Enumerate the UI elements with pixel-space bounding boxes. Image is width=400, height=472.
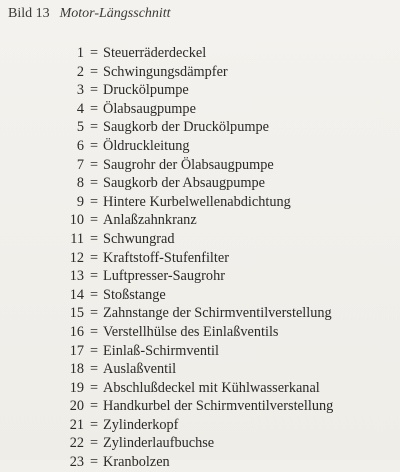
legend-item-separator: = [89,119,99,136]
legend-item-separator: = [89,454,99,471]
legend-item-label: Öldruckleitung [103,137,190,154]
legend-item-number: 13 [69,268,84,285]
legend-item-label: Saugkorb der Druckölpumpe [103,119,269,136]
legend-item [58,118,398,137]
legend-item-separator: = [89,212,99,229]
legend-item-label: Kranbolzen [103,454,170,471]
figure-title: Motor-Längsschnitt [59,6,171,21]
legend-item [58,230,398,249]
legend-item-separator: = [89,323,99,340]
legend-item-separator: = [89,416,99,433]
legend-item-number: 23 [69,454,84,471]
figure-caption [8,6,171,22]
legend-item-separator: = [89,249,99,266]
legend-item-number: 18 [69,361,84,378]
legend-item-separator: = [89,45,99,61]
legend-item [58,193,398,212]
legend-item [58,174,398,193]
legend-item [58,137,398,156]
legend-item-label: Zahnstange der Schirmventilverstellung [103,305,332,322]
legend-item-separator: = [89,361,99,378]
legend-item-label: Handkurbel der Schirmventilverstellung [103,398,334,415]
legend-item-number: 14 [69,286,84,303]
legend-item-number: 1 [76,45,84,61]
legend-item [58,304,398,323]
legend-item-number: 8 [76,175,84,192]
legend-item-label: Schwungrad [103,230,175,247]
legend-item-number: 11 [70,230,84,247]
legend-item-label: Luftpresser-Saugrohr [103,268,225,285]
legend-item-number: 22 [69,435,84,452]
legend-item-label: Zylinderkopf [103,416,179,433]
legend-item-label: Abschlußdeckel mit Kühlwasserkanal [103,379,320,396]
legend-item [58,397,398,416]
legend-item-separator: = [89,435,99,452]
legend-item-number: 10 [69,212,84,229]
legend-item-label: Saugrohr der Ölabsaugpumpe [103,156,274,173]
legend-item-separator: = [89,100,99,117]
legend-item [58,323,398,342]
legend-item [58,81,398,100]
legend-item-label: Zylinderlaufbuchse [103,435,215,452]
legend-item-label: Saugkorb der Absaugpumpe [103,175,266,192]
legend-item [58,249,398,268]
legend-item-separator: = [89,398,99,415]
legend-item-number: 3 [76,82,84,99]
legend-item [58,434,398,453]
legend-item-separator: = [89,82,99,99]
legend-item [58,63,398,82]
legend-item-separator: = [89,137,99,154]
legend-item-label: Hintere Kurbelwellenabdichtung [103,193,291,210]
legend-item [58,211,398,230]
legend-list [58,44,398,472]
legend-item [58,342,398,361]
legend-item [58,286,398,305]
legend-item-label: Ölabsaugpumpe [103,100,196,117]
legend-item-number: 20 [69,398,84,415]
legend-item-label: Kraftstoff-Stufenfilter [103,249,229,266]
legend-item-separator: = [89,379,99,396]
legend-item-separator: = [89,193,99,210]
legend-item-number: 16 [69,323,84,340]
legend-item [58,267,398,286]
legend-item-separator: = [89,286,99,303]
legend-item-number: 17 [69,342,84,359]
figure-number: Bild 13 [8,6,50,21]
legend-item [58,379,398,398]
legend-item-number: 15 [69,305,84,322]
legend-item [58,100,398,119]
legend-item-number: 2 [76,63,84,80]
legend-item-label: Stoßstange [103,286,166,303]
legend-item-number: 4 [76,100,84,117]
legend-item-label: Auslaßventil [103,361,177,378]
legend-item-label: Verstellhülse des Einlaßventils [103,323,279,340]
legend-item-separator: = [89,63,99,80]
legend-item-separator: = [89,268,99,285]
legend-item [58,360,398,379]
legend-item [58,156,398,175]
legend-item-number: 21 [69,416,84,433]
legend-item-separator: = [89,175,99,192]
legend-item-separator: = [89,156,99,173]
legend-item-label: Anlaßzahnkranz [103,212,197,229]
legend-item [58,453,398,472]
legend-item-label: Druckölpumpe [103,82,189,99]
legend-item-number: 6 [76,137,84,154]
legend-item-number: 5 [76,119,84,136]
legend-item-number: 9 [76,193,84,210]
legend-item-number: 12 [69,249,84,266]
legend-item-separator: = [89,342,99,359]
legend-item-number: 19 [69,379,84,396]
legend-item-separator: = [89,230,99,247]
legend-item-number: 7 [76,156,84,173]
legend-item-separator: = [89,305,99,322]
legend-item-label: Schwingungsdämpfer [103,63,228,80]
legend-item [58,44,398,63]
legend-item [58,416,398,435]
legend-item-label: Einlaß-Schirmventil [103,342,219,359]
legend-item-label: Steuerräderdeckel [103,45,207,61]
